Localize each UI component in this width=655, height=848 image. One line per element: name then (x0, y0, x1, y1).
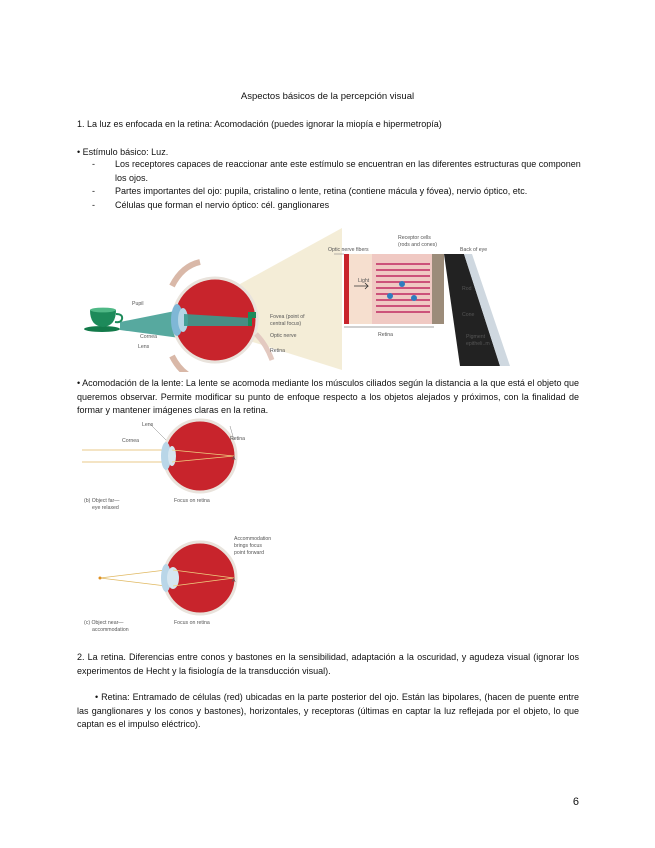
eye-icon (161, 420, 236, 492)
stimulus-list (92, 158, 582, 212)
label-receptor-cells: Receptor cells (398, 235, 431, 241)
section-2-heading: 2. La retina. Diferencias entre conos y bastones en la sensibilidad, adaptación a la oscuridad, y agudeza visual (ignorar los experimentos de Hecht y la fisiología de la transducción visual). (77, 652, 579, 676)
section-1-heading: 1. La luz es enfocada en la retina: Acomodación (puedes ignorar la miopía e hipermetropía) (77, 119, 442, 129)
label-back-of-eye: Back of eye (460, 247, 488, 253)
object-point (99, 577, 102, 580)
retina-detail (344, 254, 510, 366)
eye-anatomy-figure (80, 226, 510, 372)
retina-paragraph: • Retina: Entramado de células (red) ubicadas en la parte posterior del ojo. Están las bipolares, (hacen de puente entre las ganglionares y los conos y bastones), horizontales, y receptoras (últimas en captar la luz reflejada por el objeto, lo que captan es el impulso eléctrico). (77, 692, 579, 729)
label-light: Light (358, 278, 370, 284)
list-item: - Células que forman el nervio óptico: cél. ganglionares (92, 199, 330, 210)
label-pupil: Pupil (132, 301, 144, 307)
teacup-icon (84, 308, 122, 332)
accommodation-far-figure (82, 418, 292, 516)
label-lens: Lens (138, 344, 150, 350)
label-fovea-2: central focus) (270, 321, 302, 327)
stimulus-heading: • Estímulo básico: Luz. (77, 147, 169, 157)
label-optic-nerve-fibers: Optic nerve fibers (328, 247, 369, 253)
list-item: - Los receptores capaces de reaccionar ante este estímulo se encuentran en las diferentes estructuras que componen los ojos. (92, 159, 581, 183)
page-number: 6 (572, 796, 579, 808)
accommodation-paragraph: • Acomodación de la lente: La lente se acomoda mediante los músculos ciliados según la distancia a la que está el objeto que queremos observar. Permite modificar su punto de enfoque respecto a los objetos alejados y próximos, con la finalidad de formar y mantener imágenes claras en la retina. (77, 378, 579, 415)
label-cone: Cone (462, 312, 475, 318)
label-fovea: Fovea (point of (270, 314, 305, 320)
caption-near-1: (c) Object near— (84, 620, 124, 626)
label-lens: Lens (142, 422, 154, 428)
label-cornea: Cornea (122, 438, 140, 444)
label-accommodation-1: Accommodation (234, 536, 272, 542)
label-pigment: Pigment (466, 334, 486, 340)
page-title: Aspectos básicos de la percepción visual (240, 91, 415, 102)
label-rod: Rod (462, 286, 472, 292)
label-accommodation-3: point forward (234, 550, 264, 556)
eye-icon (161, 542, 236, 614)
label-optic-nerve: Optic nerve (270, 333, 297, 339)
label-accommodation-2: brings focus (234, 543, 262, 549)
label-a: A (232, 578, 236, 584)
caption-far-2: eye relaxed (92, 505, 119, 511)
label-pigment-2: epitheli..m (466, 341, 490, 347)
projection-cone (240, 228, 342, 370)
list-item: - Partes importantes del ojo: pupila, cristalino o lente, retina (contiene mácula y fóvea), nervio óptico, etc. (92, 186, 528, 196)
label-cornea: Cornea (140, 334, 158, 340)
label-receptor-cells-2: (rods and cones) (398, 242, 437, 248)
accommodation-near-figure (82, 530, 292, 634)
label-retina: Retina (230, 436, 245, 442)
label-focus-on-retina: Focus on retina (174, 620, 210, 626)
label-focus-on-retina: Focus on retina (174, 498, 210, 504)
label-a: A (232, 456, 236, 462)
caption-far-1: (b) Object far— (84, 498, 120, 504)
label-retina: Retina (270, 348, 285, 354)
caption-near-2: accommodation (92, 627, 129, 633)
label-retina-bar: Retina (378, 332, 393, 338)
